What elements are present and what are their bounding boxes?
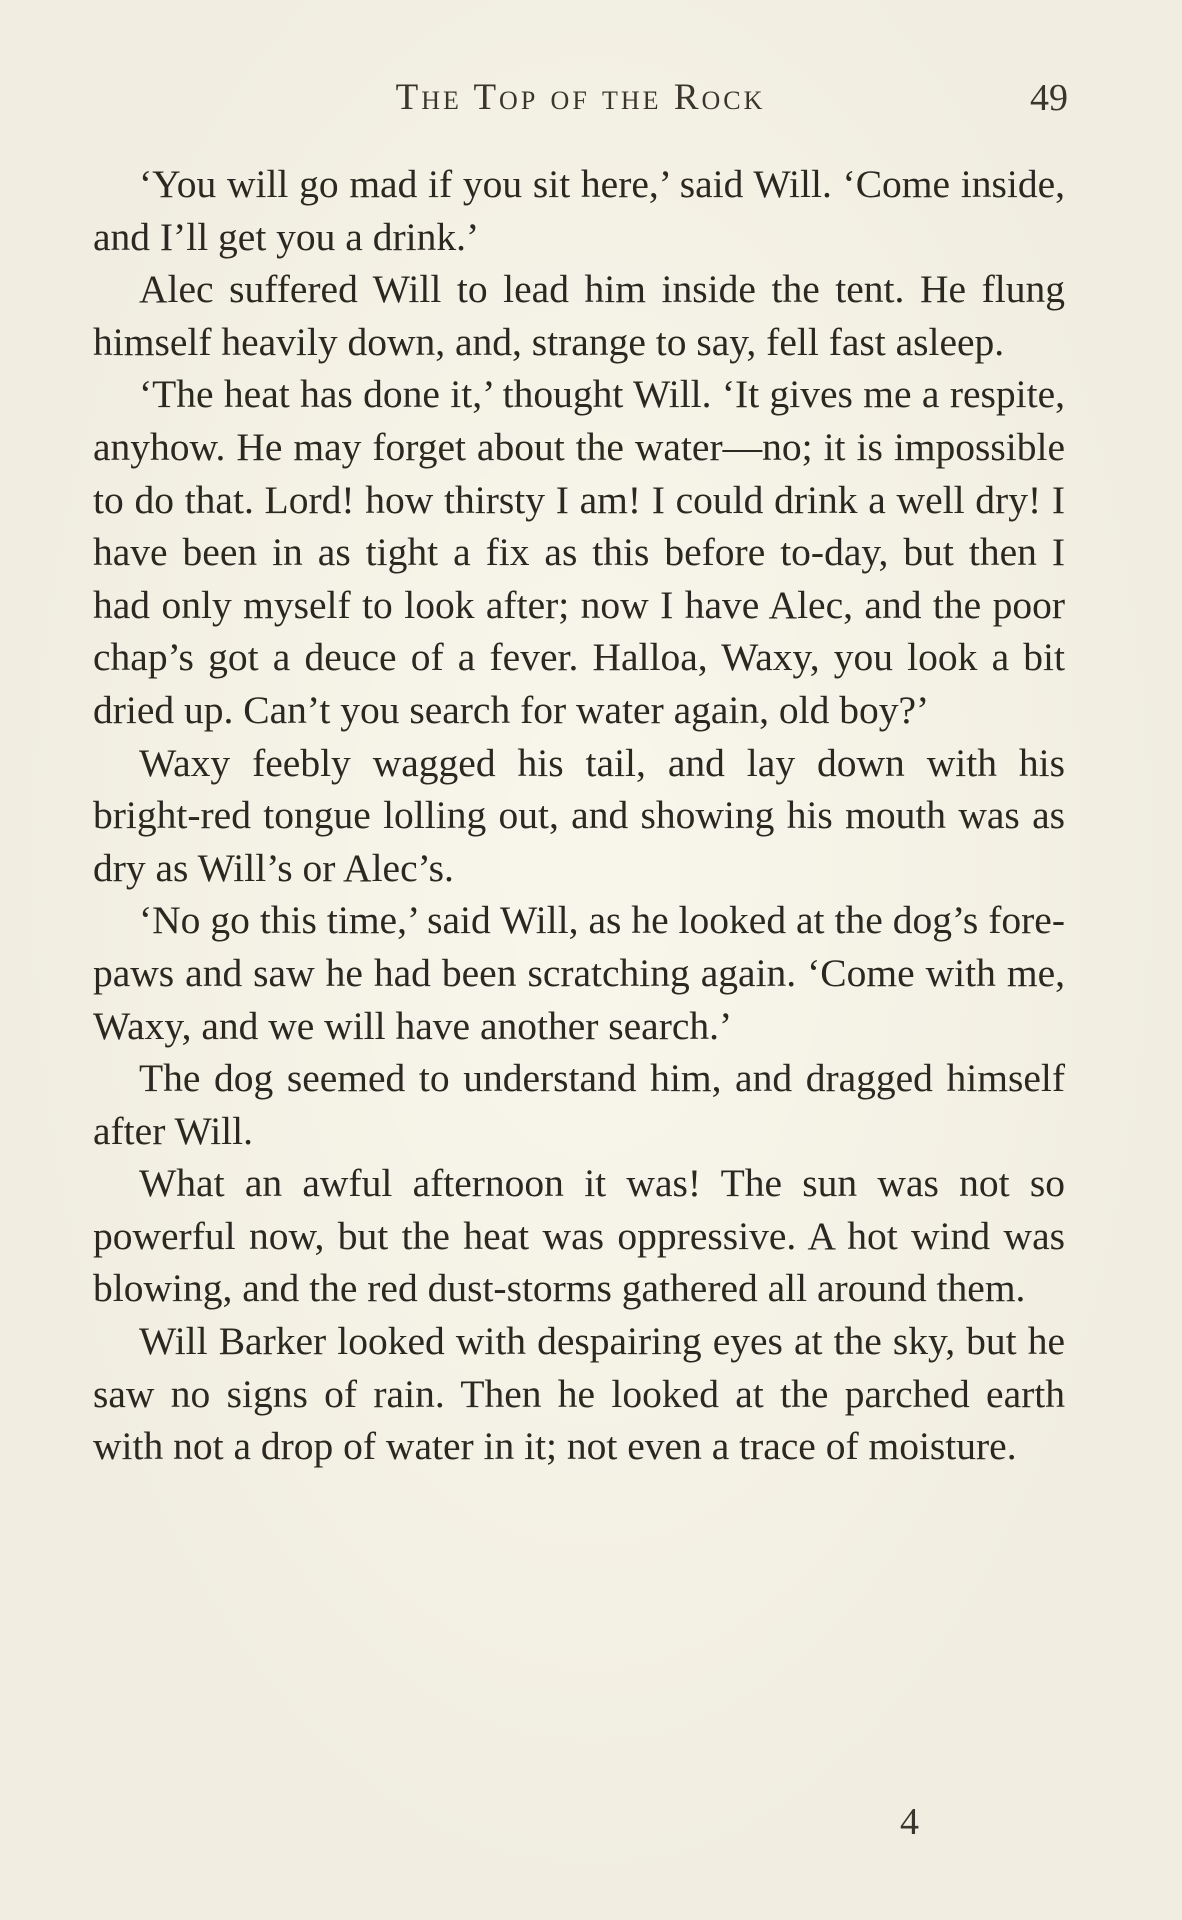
paragraph: ‘No go this time,’ said Will, as he looked at the dog’s fore-paws and saw he had been scratching again. ‘Come with me, Waxy, and we will have another search.’: [93, 898, 1065, 1048]
paragraph: What an awful afternoon it was! The sun was not so powerful now, but the heat was oppressive. A hot wind was blowing, and the red dust-storms gathered all around them.: [93, 1161, 1065, 1311]
paragraph: Will Barker looked with despairing eyes at the sky, but he saw no signs of rain. Then he looked at the parched earth with not a drop of water in it; not even a trace of moisture.: [93, 1319, 1065, 1469]
paragraph: The dog seemed to understand him, and dragged himself after Will.: [93, 1056, 1065, 1153]
running-head: [93, 70, 1068, 126]
running-title: The Top of the Rock: [395, 77, 766, 118]
body-text: [93, 158, 1065, 1473]
paragraph: Waxy feebly wagged his tail, and lay down with his bright-red tongue lolling out, and showing his mouth was as dry as Will’s or Alec’s.: [93, 740, 1065, 890]
paragraph: Alec suffered Will to lead him inside the tent. He flung himself heavily down, and, strange to say, fell fast asleep.: [93, 267, 1065, 364]
page-number: 49: [1030, 77, 1068, 119]
paragraph: ‘You will go mad if you sit here,’ said Will. ‘Come inside, and I’ll get you a drink.’: [93, 162, 1065, 259]
paragraph: ‘The heat has done it,’ thought Will. ‘It gives me a respite, anyhow. He may forget about the water—no; it is impossible to do that. Lord! how thirsty I am! I could drink a well dry! I have been in as tight a fix as this before to-day, but then I had only myself to look after; now I have Alec, and the poor chap’s got a deuce of a fever. Halloa, Waxy, you look a bit dried up. Can’t you search for water again, old boy?’: [93, 372, 1065, 732]
signature-mark: 4: [900, 1801, 919, 1843]
